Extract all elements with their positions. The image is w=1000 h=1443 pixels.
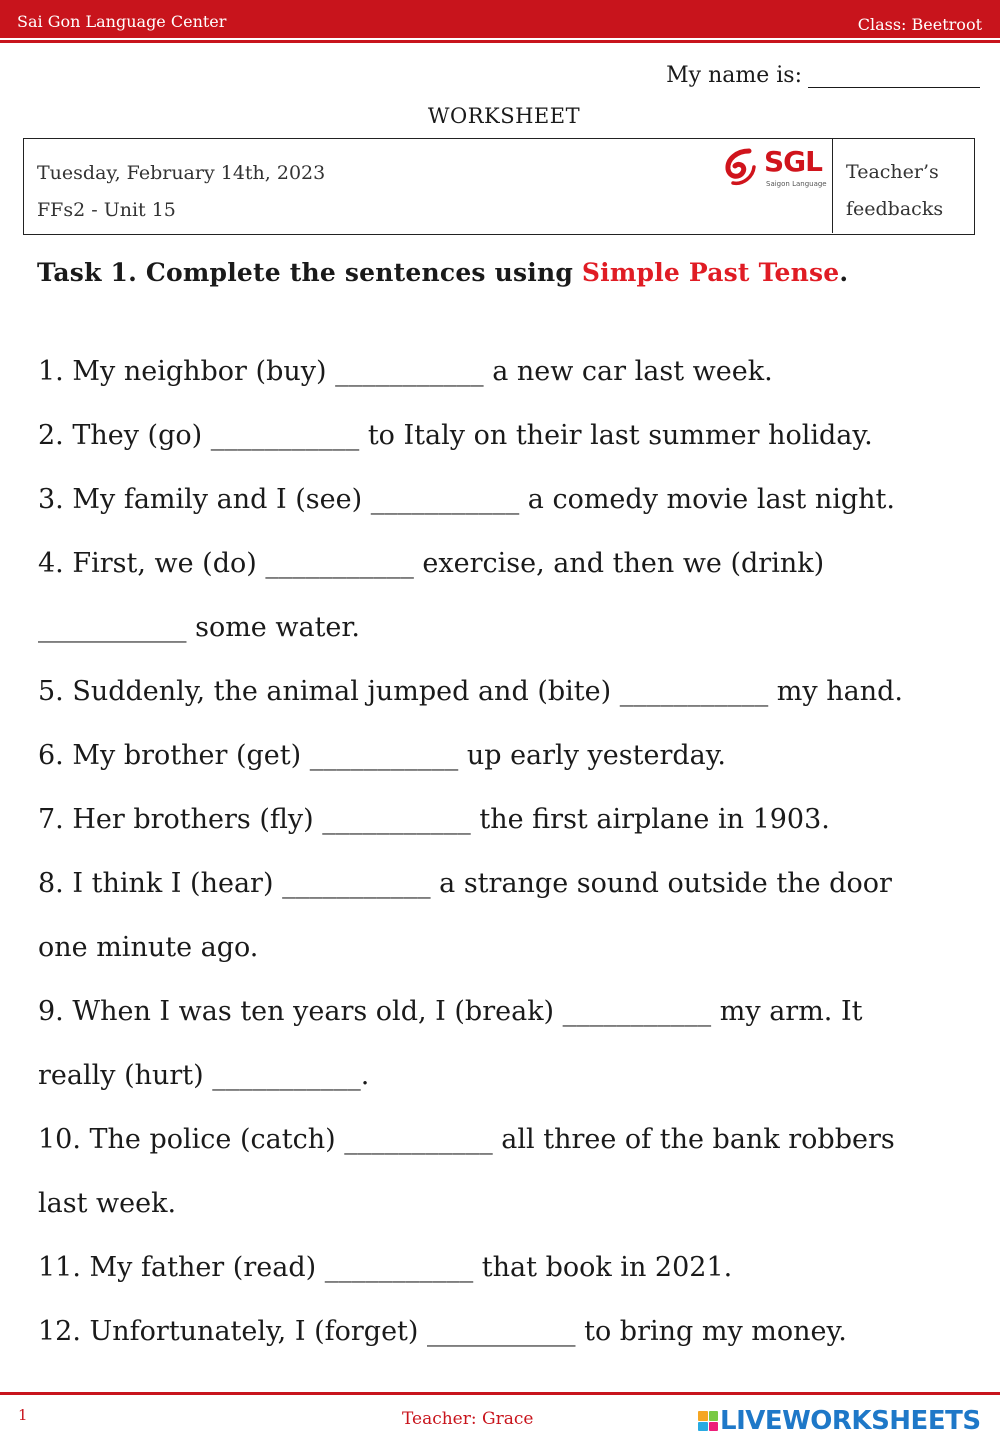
exercise-line: one minute ago. xyxy=(38,932,259,963)
task-title xyxy=(37,258,848,287)
exercise-line: 2. They (go) ___________ to Italy on their last summer holiday. xyxy=(38,420,873,451)
liveworksheets-logo[interactable] xyxy=(698,1406,981,1436)
task-title-suffix: . xyxy=(839,258,849,287)
sgl-swirl-logo-icon xyxy=(719,145,763,189)
exercise-line: really (hurt) ___________. xyxy=(38,1060,370,1091)
exercise-line: 11. My father (read) ___________ that book in 2021. xyxy=(38,1252,733,1283)
name-field-row xyxy=(666,63,980,88)
teacher-name: Teacher: Grace xyxy=(402,1409,534,1429)
exercise-line: 1. My neighbor (buy) ___________ a new car last week. xyxy=(38,356,773,387)
sgl-logo xyxy=(719,145,829,195)
exercise-line: 7. Her brothers (fly) ___________ the first airplane in 1903. xyxy=(38,804,830,835)
center-name: Sai Gon Language Center xyxy=(17,12,227,31)
exercise-line: 10. The police (catch) ___________ all three of the bank robbers xyxy=(38,1124,895,1155)
name-input-line[interactable] xyxy=(808,63,980,88)
logo-subtext: Saigon Language xyxy=(766,180,827,188)
exercise-line: 9. When I was ten years old, I (break) ___________ my arm. It xyxy=(38,996,863,1027)
exercise-line: 5. Suddenly, the animal jumped and (bite) ___________ my hand. xyxy=(38,676,903,707)
exercise-line: 4. First, we (do) ___________ exercise, and then we (drink) xyxy=(38,548,825,579)
exercise-line: 12. Unfortunately, I (forget) ___________ to bring my money. xyxy=(38,1316,847,1347)
liveworksheets-grid-icon xyxy=(698,1411,718,1431)
lesson-unit: FFs2 - Unit 15 xyxy=(37,199,176,221)
exercise-list xyxy=(38,340,978,1364)
teacher-feedback-cell xyxy=(832,139,974,233)
info-box xyxy=(23,138,975,235)
header-divider xyxy=(0,40,1000,43)
info-left xyxy=(37,155,325,229)
lesson-date: Tuesday, February 14th, 2023 xyxy=(37,162,326,184)
worksheet-title: WORKSHEET xyxy=(427,104,581,128)
page-number: 1 xyxy=(18,1406,28,1424)
footer-divider xyxy=(0,1392,1000,1395)
exercise-line: ___________ some water. xyxy=(38,612,360,643)
exercise-line: 8. I think I (hear) ___________ a strange sound outside the door xyxy=(38,868,892,899)
task-title-prefix: Task 1. Complete the sentences using xyxy=(37,258,582,287)
name-prompt: My name is: xyxy=(666,63,802,88)
exercise-line: 3. My family and I (see) ___________ a comedy movie last night. xyxy=(38,484,895,515)
exercise-line: last week. xyxy=(38,1188,177,1219)
feedback-label-line1: Teacher’s xyxy=(846,161,939,183)
exercise-line: 6. My brother (get) ___________ up early yesterday. xyxy=(38,740,726,771)
logo-text: SGL xyxy=(764,145,822,178)
class-label: Class: Beetroot xyxy=(857,15,982,34)
liveworksheets-brand: LIVEWORKSHEETS xyxy=(720,1406,981,1436)
feedback-label-line2: feedbacks xyxy=(846,198,944,220)
task-title-highlight: Simple Past Tense xyxy=(581,258,840,287)
